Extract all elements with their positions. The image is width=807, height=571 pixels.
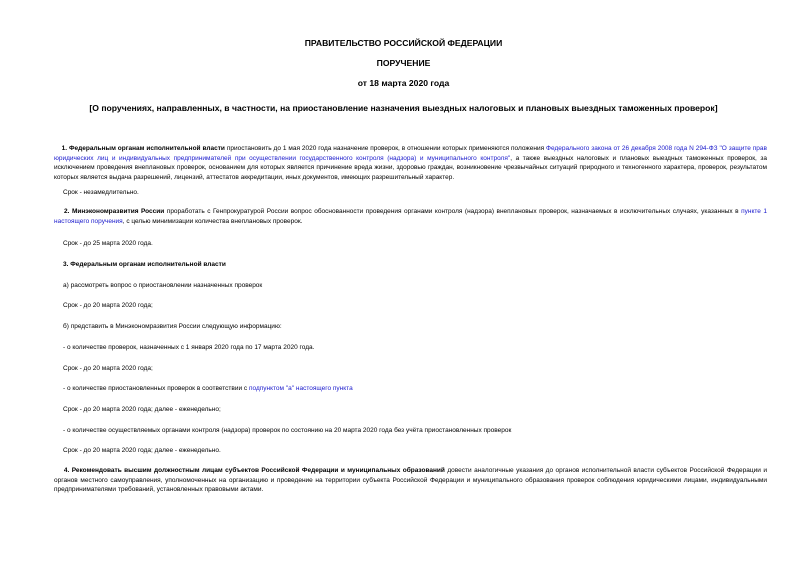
document-subject: [О поручениях, направленных, в частности, на приостановление назначения выездных налоговых и плановых выездных таможенных проверок] [89,103,718,113]
paragraph-1-deadline: Срок - незамедлительно. [63,189,139,196]
paragraph-4-lead: 4. Рекомендовать высшим должностным лицам субъектов Российской Федерации и муниципальных образований [63,467,445,474]
item-b2-text: - о количестве приостановленных проверок в соответствии с [63,385,249,392]
paragraph-3-lead-text: 3. Федеральным органам исполнительной власти [63,261,226,268]
paragraph-4-text: довести аналогичные указания до органов исполнительной власти субъектов Российской Федерации и органов местного самоуправления, уполномоченных на организацию и проведение на территории субъекта Российской Федерации и муниципального образования проверок соблюдения юридическими лицами, индивидуальными предпринимателями требований, установленных правовыми актами. [54,467,767,494]
paragraph-1 [54,144,767,182]
document-date: от 18 марта 2020 года [357,78,450,88]
paragraph-2-lead: 2. Минэкономразвития России [64,208,165,215]
issuing-authority: ПРАВИТЕЛЬСТВО РОССИЙСКОЙ ФЕДЕРАЦИИ [304,38,503,48]
item-b3: - о количестве осуществляемых органами контроля (надзора) проверок по состоянию на 20 марта 2020 года без учёта приостановленных проверок [63,427,512,434]
paragraph-2-text: проработать с Генпрокуратурой России вопрос обоснованности проведения органами контроля (надзора) внеплановых проверок, назначаемых в исключительных случаях, указанных в [164,208,742,215]
paragraph-2-text-cont: , с целью минимизации количества внеплановых проверок. [122,217,303,225]
paragraph-1-lead: 1. Федеральным органам исполнительной власти [61,145,225,152]
paragraph-1-text-cont: , а также выездных налоговых и плановых выездных таможенных проверок, за исключением проведения внеплановых проверок, основанием для которых является причинение вреда жизни, здоровью граждан, возникновение чрезвычайных ситуаций природного и техногенного характера, проверок, результатом которых является выдача разрешений, лицензий, аттестатов аккредитации, иных документов, имеющих разрешительный характер. [54,154,768,181]
item-b1-deadline: Срок - до 20 марта 2020 года; [63,365,153,372]
item-b1: - о количестве проверок, назначенных с 1 января 2020 года по 17 марта 2020 года. [63,344,315,351]
paragraph-1-text: приостановить до 1 мая 2020 года назначение проверок, в отношении которых применяются положения [224,145,547,152]
item-a-deadline: Срок - до 20 марта 2020 года; [63,302,153,309]
document-type: ПОРУЧЕНИЕ [376,58,431,68]
paragraph-2 [54,207,767,226]
item-b2 [63,384,353,394]
paragraph-3-lead [63,260,226,270]
federal-law-294-link[interactable]: Федерального закона от 26 декабря 2008 года N 294-ФЗ "О защите прав юридических лиц и индивидуальных предпринимателей при осуществлении государственного контроля (надзора) и муниципального контроля" [54,145,767,162]
item-b3-deadline: Срок - до 20 марта 2020 года; далее - еженедельно. [63,447,221,454]
subitem-a-link[interactable]: подпунктом "а" настоящего пункта [248,385,353,392]
item-1-link[interactable]: пункте 1 настоящего поручения [54,208,768,225]
paragraph-4 [54,466,767,495]
paragraph-2-deadline: Срок - до 25 марта 2020 года. [63,240,153,247]
item-a: а) рассмотреть вопрос о приостановлении назначенных проверок [63,282,263,289]
item-b2-deadline: Срок - до 20 марта 2020 года; далее - еженедельно; [63,406,221,413]
item-b: б) представить в Минэкономразвития России следующую информацию: [63,323,282,330]
